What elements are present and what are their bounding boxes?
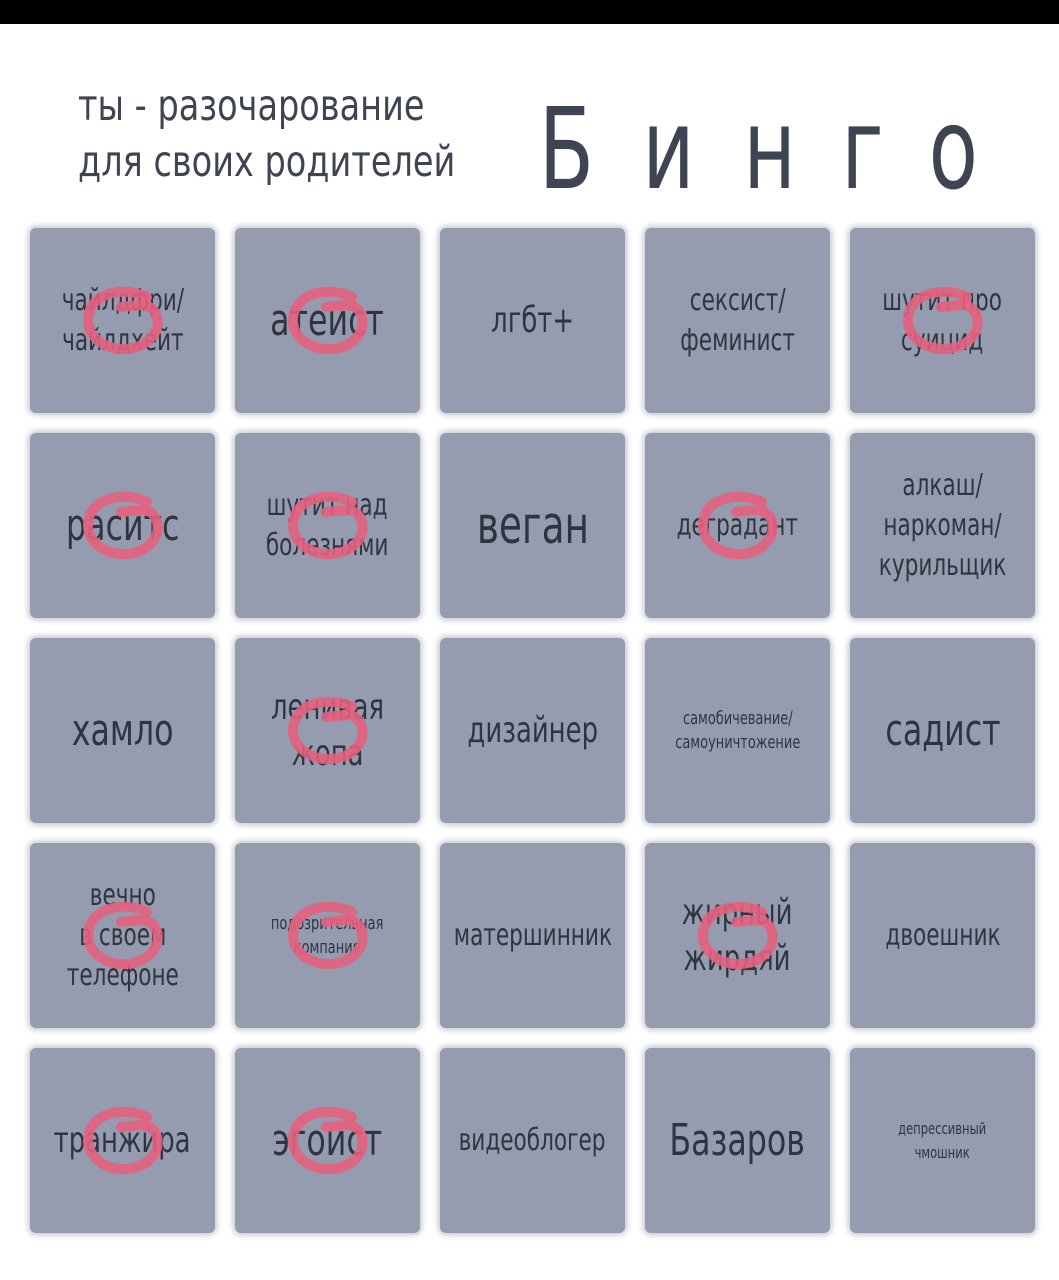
- subtitle-line-2: для своих родителей: [78, 137, 456, 187]
- title-letter: г: [841, 85, 884, 215]
- cell-label: подозрительная компания: [271, 912, 384, 958]
- title-letter: Б: [538, 85, 595, 215]
- bingo-cell[interactable]: [235, 1048, 420, 1233]
- bingo-cell[interactable]: [30, 638, 215, 823]
- cell-label: шутит над болезнями: [266, 487, 389, 563]
- title-letter: и: [642, 85, 695, 215]
- bingo-cell[interactable]: [850, 433, 1035, 618]
- top-black-bar: [0, 0, 1059, 24]
- subtitle-line-1: ты - разочарование: [78, 81, 425, 131]
- cell-label: веган: [476, 495, 589, 556]
- title-letter: о: [929, 85, 979, 215]
- bingo-cell[interactable]: [850, 228, 1035, 413]
- bingo-cell[interactable]: [440, 843, 625, 1028]
- cell-label: раситс: [65, 499, 180, 551]
- cell-label: жирный жирдяй: [682, 891, 793, 979]
- cell-label: чайлдфри/ чайлдхейт: [61, 282, 184, 358]
- cell-label: алкаш/ наркоман/ курильщик: [878, 467, 1007, 583]
- bingo-cell[interactable]: [235, 433, 420, 618]
- bingo-cell[interactable]: [645, 228, 830, 413]
- cell-label: лгбт+: [490, 299, 574, 341]
- bingo-cell[interactable]: [850, 1048, 1035, 1233]
- title-letter: н: [742, 85, 796, 215]
- bingo-title: [528, 80, 988, 215]
- bingo-grid: [30, 228, 1035, 1236]
- cell-label: садист: [884, 704, 1001, 756]
- bingo-cell[interactable]: [30, 1048, 215, 1233]
- cell-label: матершинник: [453, 917, 612, 953]
- bingo-cell[interactable]: [645, 1048, 830, 1233]
- bingo-cell[interactable]: [440, 228, 625, 413]
- bingo-subtitle: [78, 78, 456, 190]
- bingo-cell[interactable]: [850, 843, 1035, 1028]
- bingo-cell[interactable]: [645, 433, 830, 618]
- cell-label: шутит про суицид: [882, 282, 1003, 358]
- cell-label: хамло: [71, 704, 174, 756]
- bingo-cell[interactable]: [235, 843, 420, 1028]
- cell-label: деградант: [676, 507, 799, 543]
- cell-label: Базаров: [669, 1114, 806, 1166]
- bingo-cell[interactable]: [645, 843, 830, 1028]
- bingo-cell[interactable]: [30, 228, 215, 413]
- cell-label: атеист: [270, 294, 385, 346]
- bingo-cell[interactable]: [440, 1048, 625, 1233]
- cell-label: вечно в своем телефоне: [66, 877, 179, 993]
- bingo-cell[interactable]: [645, 638, 830, 823]
- cell-label: видеоблогер: [459, 1122, 606, 1158]
- cell-label: транжира: [54, 1119, 191, 1161]
- bingo-cell[interactable]: [440, 433, 625, 618]
- cell-label: ленивая жопа: [270, 686, 385, 774]
- cell-label: дизайнер: [467, 709, 598, 751]
- bingo-cell[interactable]: [235, 638, 420, 823]
- cell-label: депрессивный чмошник: [898, 1118, 987, 1162]
- cell-label: двоешник: [884, 917, 1001, 953]
- bingo-cell[interactable]: [30, 433, 215, 618]
- cell-label: эгоист: [272, 1114, 383, 1166]
- cell-label: самобичевание/ самоуничтожение: [674, 707, 800, 753]
- cell-label: сексист/ феминист: [680, 282, 795, 358]
- bingo-cell[interactable]: [30, 843, 215, 1028]
- bingo-cell[interactable]: [440, 638, 625, 823]
- bingo-cell[interactable]: [850, 638, 1035, 823]
- bingo-cell[interactable]: [235, 228, 420, 413]
